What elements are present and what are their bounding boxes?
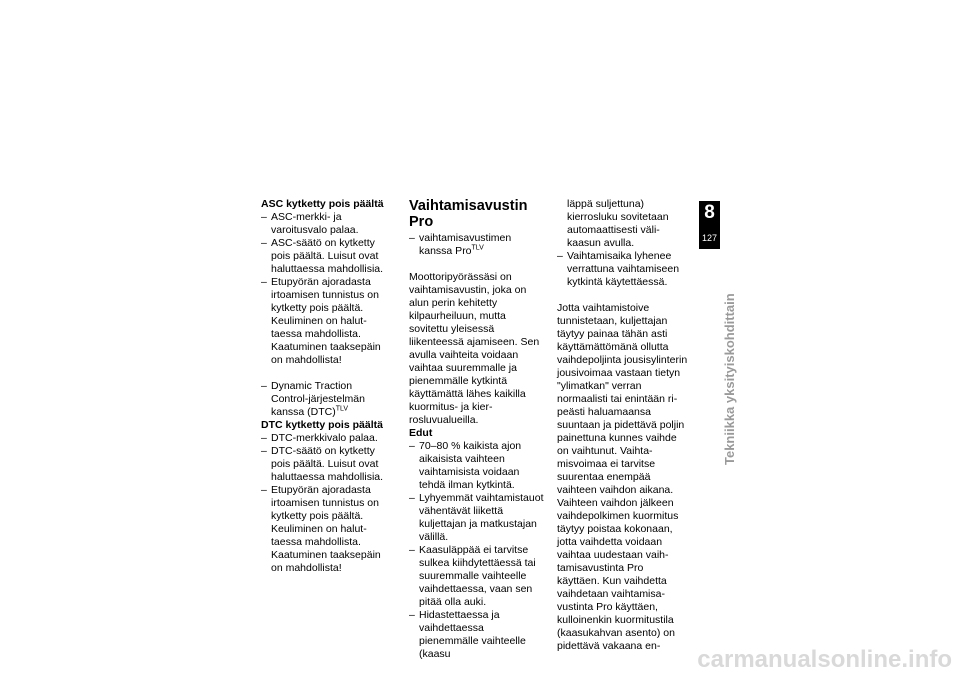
dtc-off-list (261, 432, 392, 575)
dtc-off-heading: DTC kytketty pois päältä (261, 419, 383, 431)
dtc-intro-text: Dynamic Traction Control-järjestelmän kanssa (DTC) (271, 380, 365, 418)
chapter-tab (699, 201, 720, 249)
tlv-superscript: TLV (335, 405, 349, 413)
list-item: – ASC-merkki- ja varoitusvalo palaa. (261, 211, 392, 237)
list-item: – DTC-merkkivalo palaa. (261, 432, 392, 445)
column-middle (409, 198, 545, 661)
list-item: – ASC-säätö on kytketty pois päältä. Luisut ovat haluttaessa mahdollisia. (261, 237, 392, 276)
shift-assistant-paragraph: Moottoripyörässäsi on vaihtamisavustin, joka on alun perin kehitetty kilpaurheiluun, mutta sovitettu yleisessä liikenteessä ajamiseen. Sen avulla vaihteita voidaan vaihtaa suuremmalle ja pienemmälle kytkintä käyttämättä lähes kaikilla kuormitus- ja kierrosluvualueilla. (409, 271, 540, 426)
column-right (557, 198, 688, 653)
shift-assistant-intro-list (409, 232, 545, 258)
asc-off-heading: ASC kytketty pois päältä (261, 198, 384, 210)
chapter-number: 8 (704, 202, 715, 223)
shift-assistant-intro-text: vaihtamisavustimen kanssa Pro (419, 232, 512, 257)
shift-assistant-intro-item (409, 232, 545, 258)
dtc-intro-list (261, 380, 392, 419)
tlv-superscript: TLV (471, 244, 484, 252)
page-number: 127 (701, 233, 718, 243)
shift-time-list (557, 250, 688, 289)
asc-off-list (261, 211, 392, 367)
benefits-list (409, 440, 545, 661)
list-item: – Vaihtamisaika lyhenee verrattuna vaihtamiseen kytkintä käytettäessä. (557, 250, 688, 289)
list-item: – Hidastettaessa ja vaihdettaessa pienemmälle vaihteelle (kaasu (409, 609, 545, 661)
shift-assistant-heading: Vaihtamisavustin Pro (409, 198, 528, 230)
list-item: – DTC-säätö on kytketty pois päältä. Luisut ovat haluttaessa mahdollisia. (261, 445, 392, 484)
list-item: – Lyhyemmät vaihtamistauot vähentävät liikettä kuljettajan ja matkustajan välillä. (409, 492, 545, 544)
section-title-vertical: Tekniikka yksityiskohdittain (722, 293, 737, 465)
watermark: carmanualsonline.info (697, 646, 952, 673)
list-item: – Kaasuläppää ei tarvitse sulkea kiihdytettäessä tai suuremmalle vaihteelle vaihdettaessa, vaan sen pitää olla auki. (409, 544, 545, 609)
list-item: – Etupyörän ajoradasta irtoamisen tunnistus on kytketty pois päältä. Keuliminen on haluttaessa mahdollista. Kaatuminen taaksepäin on mahdollista! (261, 484, 392, 575)
dtc-intro-item (261, 380, 392, 419)
list-item: – 70–80 % kaikista ajon aikaisista vaihteen vaihtamisista voidaan tehdä ilman kytkintä. (409, 440, 545, 492)
continued-list-text: läppä suljettuna) kierrosluku sovitetaan automaattisesti välikaasun avulla. (567, 198, 669, 249)
benefits-heading: Edut (409, 427, 433, 439)
column-left (261, 198, 392, 575)
shift-request-paragraph: Jotta vaihtamistoive tunnistetaan, kuljettajan täytyy painaa tähän asti käyttämättömänä ollutta vaihdepoljinta jousisylinterin jousivoimaa vastaan tietyn "ylimatkan" verran normaalisti tai enintään ripeästi haluamaansa suuntaan ja pidettävä poljin painettuna kunnes vaihde on vaihtunut. Vaihtamisvoimaa ei tarvitse suurentaa enempää vaihteen vaihdon aikana. Vaihteen vaihdon jälkeen vaihdepolkimen kuormitus täytyy poistaa kokonaan, jotta vaihdetta voidaan vaihtaa uudestaan vaihtamisavustinta Pro käyttäen. Kun vaihdetta vaihdetaan vaihtamisavustinta Pro käyttäen, kulloinenkin kuormitustila (kaasukahvan asento) on pidettävä vakaana en- (557, 302, 688, 652)
list-item: – Etupyörän ajoradasta irtoamisen tunnistus on kytketty pois päältä. Keuliminen on haluttaessa mahdollista. Kaatuminen taaksepäin on mahdollista! (261, 276, 392, 367)
